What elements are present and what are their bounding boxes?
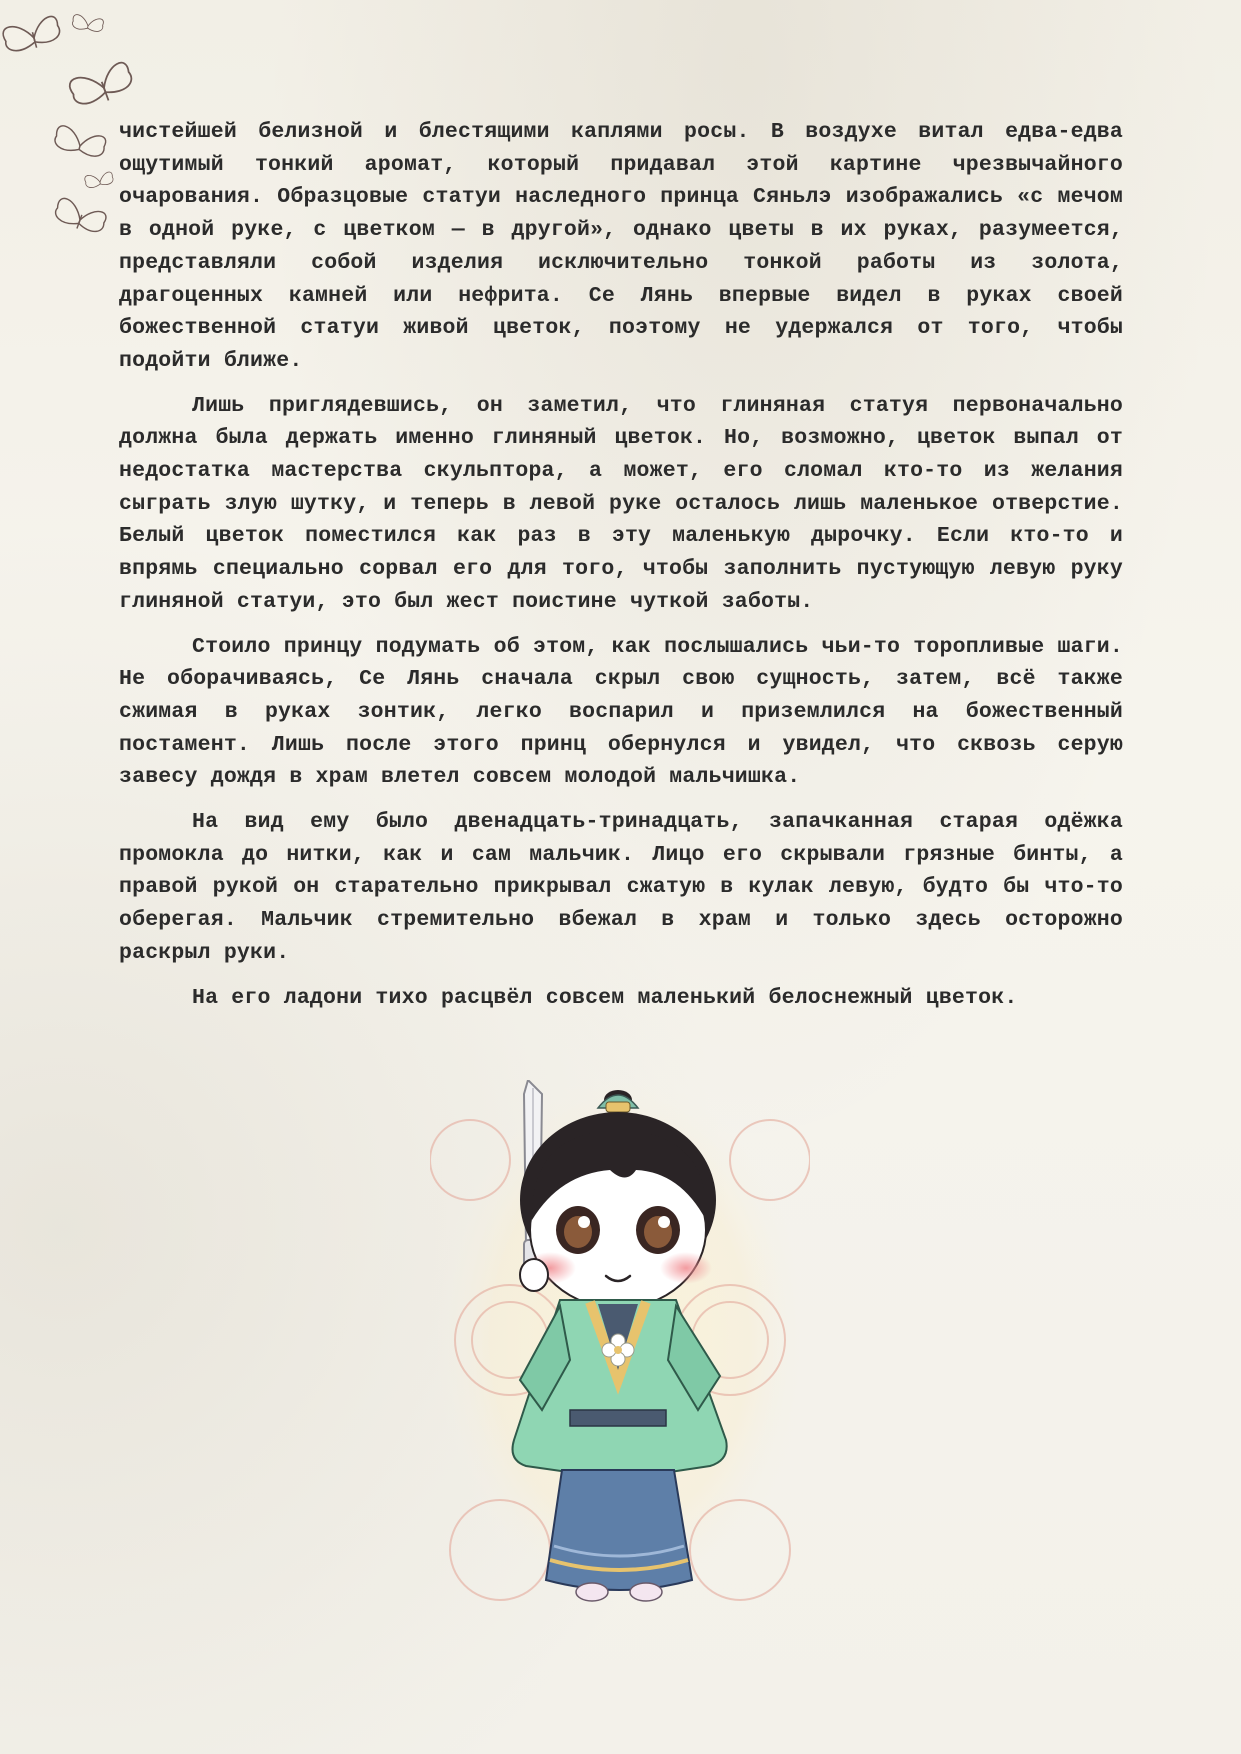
paragraph-4: На вид ему было двенадцать-тринадцать, запачканная старая одёжка промокла до нитки, как и сам мальчик. Лицо его скрывали грязные бинты, а правой рукой он старательно прикрывал сжатую в кулак левую, будто бы что-то оберегая. Мальчик стремительно вбежал в храм и только здесь осторожно раскрыл руки. (119, 810, 1123, 965)
paragraph-5: На его ладони тихо расцвёл совсем маленький белоснежный цветок. (192, 985, 1018, 1010)
butterfly-icon (53, 124, 107, 159)
paragraph-2: Лишь приглядевшись, он заметил, что глиняная статуя первоначально должна была держать именно глиняный цветок. Но, возможно, цветок выпал от недостатка мастерства скульптора, а может, его сломал кто-то из желания сыграть злую шутку, и теперь в левой руке осталось лишь маленькое отверстие. Белый цветок поместился как раз в эту маленькую дырочку. Если кто-то и впрямь специально сорвал его для того, чтобы заполнить пустующую левую руку глиняной статуи, это был жест поистине чуткой заботы. (119, 393, 1123, 614)
paragraph-3: Стоило принцу подумать об этом, как послышались чьи-то торопливые шаги. Не оборачиваясь, Се Лянь сначала скрыл свою сущность, затем, всё также сжимая в руках зонтик, легко воспарил и приземлился на божественный постамент. Лишь после этого принц обернулся и увидел, что сквозь серую завесу дождя в храм влетел совсем молодой мальчишка. (119, 634, 1123, 790)
butterfly-icon (52, 197, 108, 237)
paragraph-1: чистейшей белизной и блестящими каплями росы. В воздухе витал едва-едва ощутимый тонкий аромат, который придавал этой картине чрезвычайного очарования. Образцовые статуи наследного принца Сяньлэ изображались «с мечом в одной руке, с цветком — в другой», однако цветы в их руках, разумеется, представляли собой изделия исключительно тонкой работы из золота, драгоценных камней или нефрита. Се Лянь впервые видел в руках своей божественной статуи живой цветок, поэтому не удержался от того, чтобы подойти ближе. (119, 120, 1123, 373)
butterfly-icon (72, 14, 105, 33)
butterfly-icon (68, 60, 137, 111)
text-body (119, 116, 1123, 1026)
butterfly-icon (84, 171, 114, 188)
chibi-prince-illustration (430, 1080, 810, 1640)
butterfly-icon (2, 15, 63, 56)
